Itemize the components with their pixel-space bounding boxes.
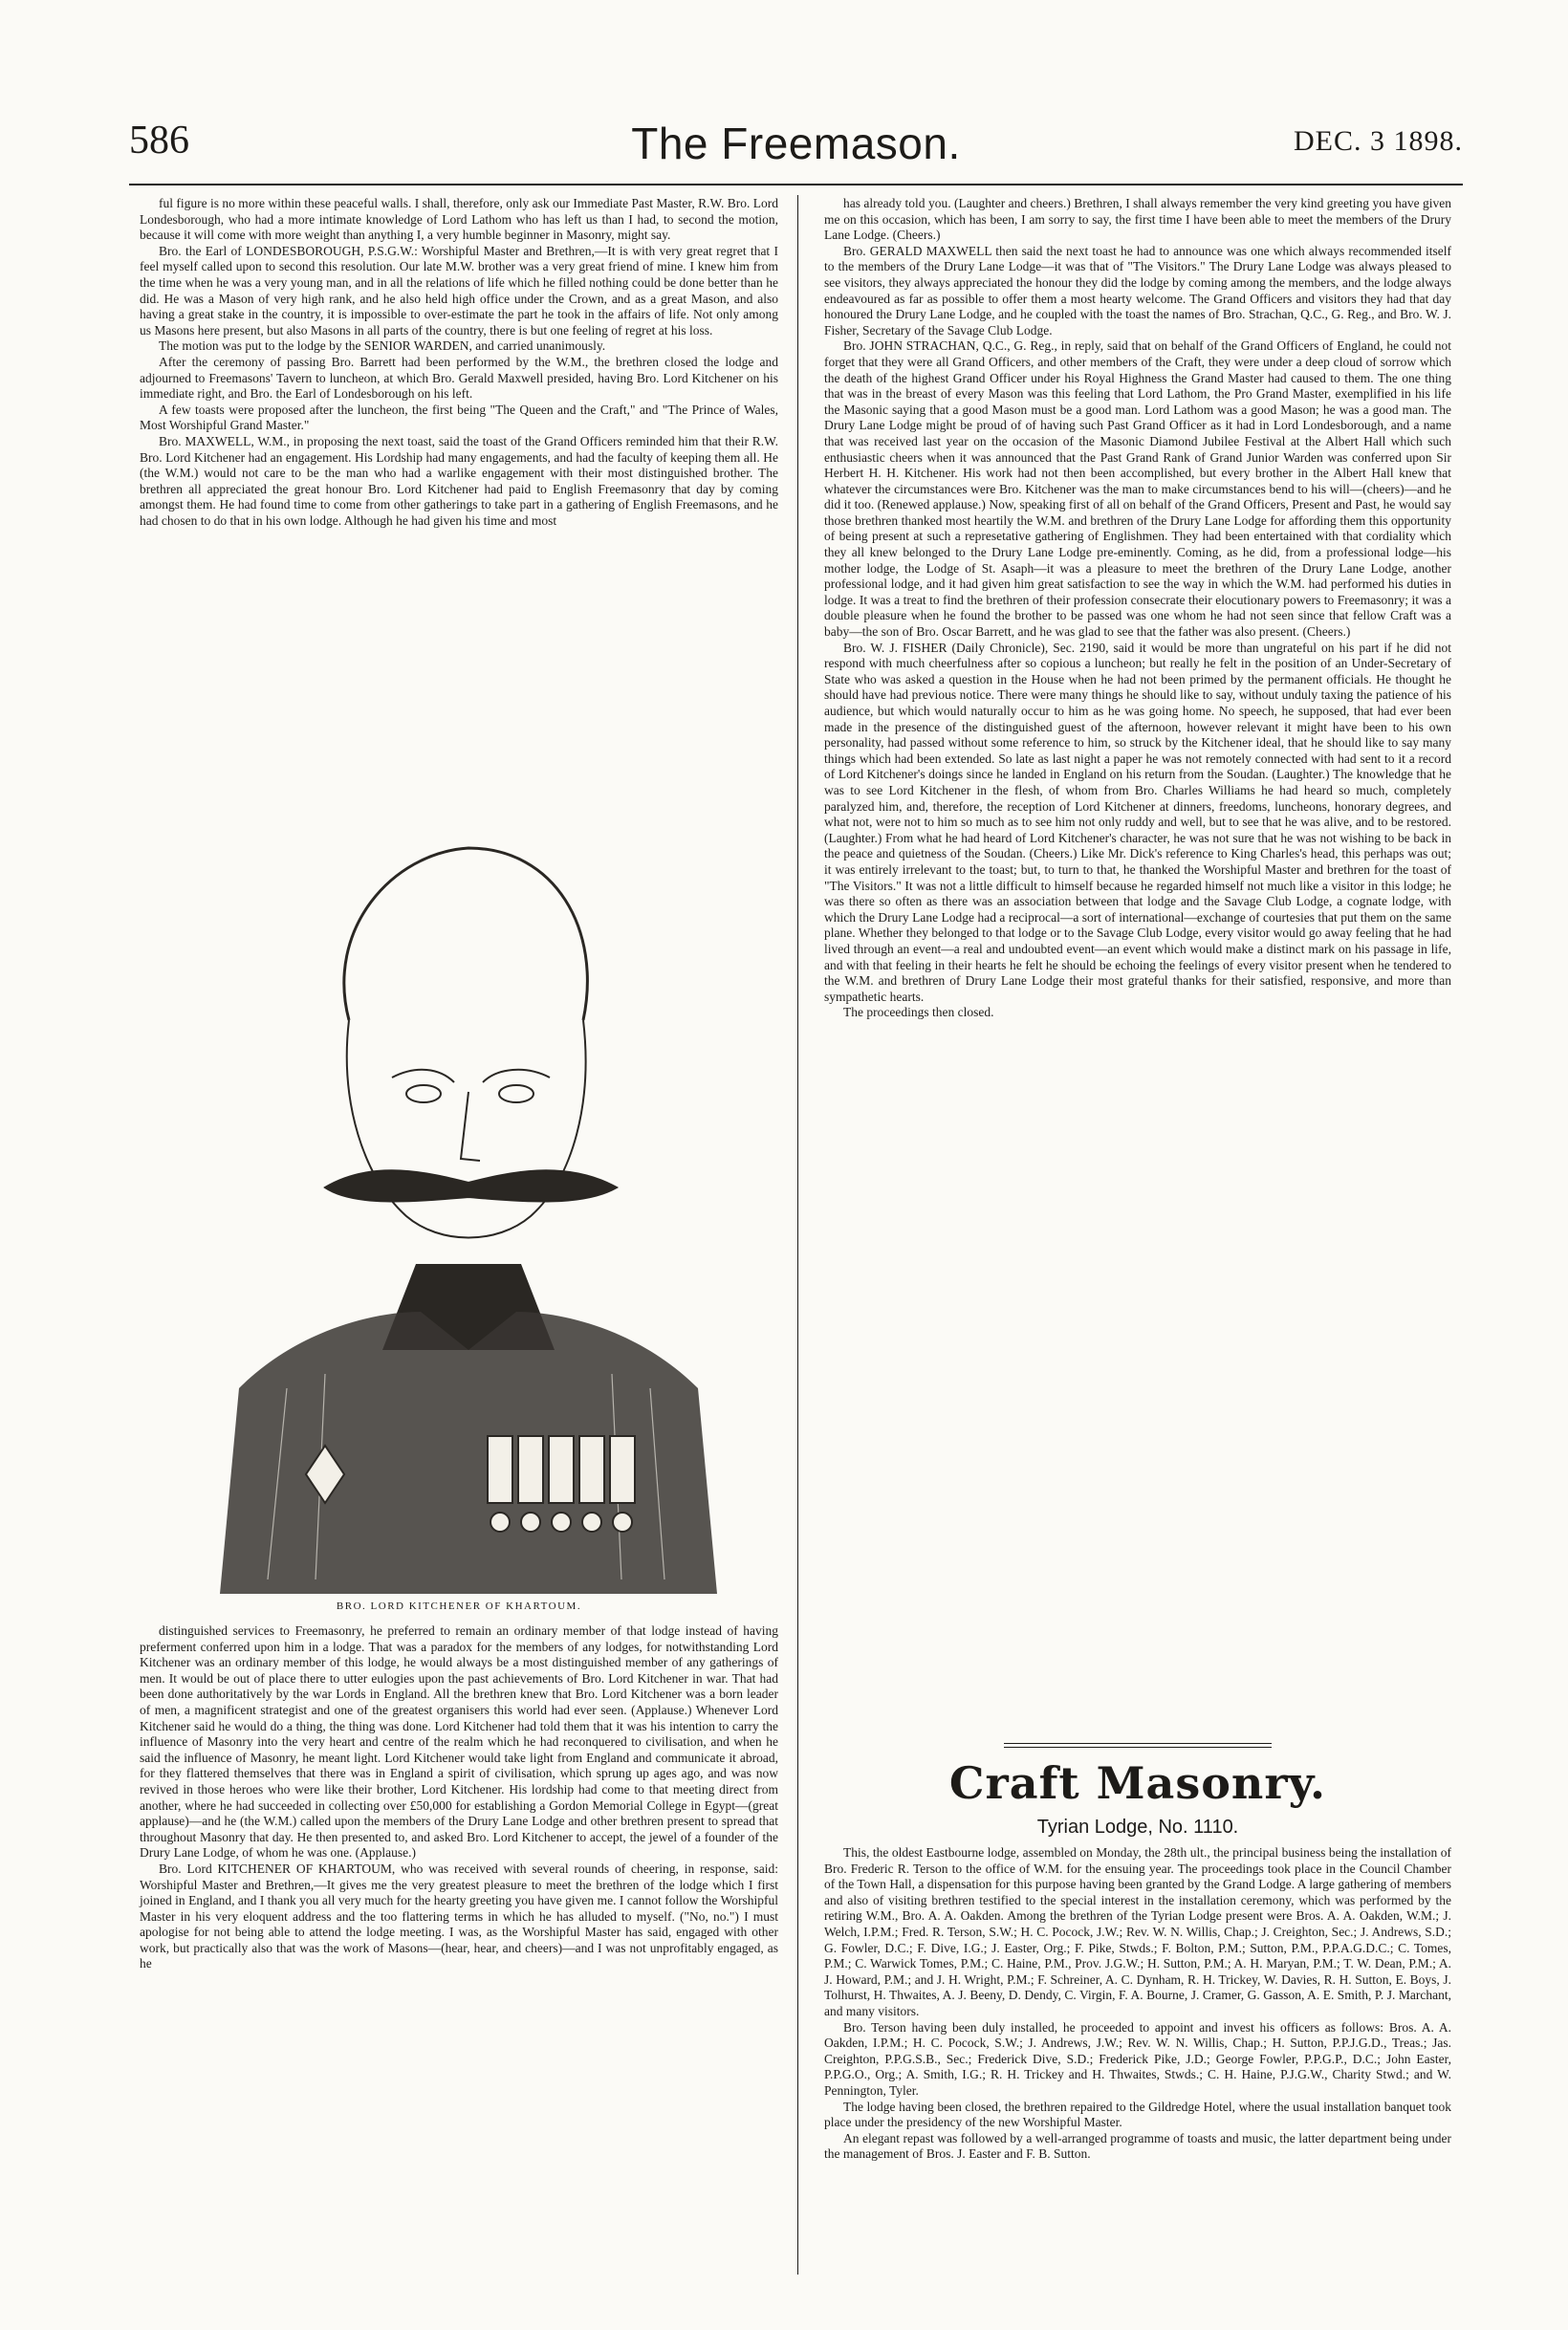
paragraph: Bro. Terson having been duly installed, he proceeded to appoint and invest his officers as follows: Bros. A. A. Oakden, I.P.M.; H. C. Pocock, S.W.; J. Andrews, J.W.; Rev. W. N. Willis, Chap.; H. Sutton, P.P.J.G.D., Treas.; Jas. Creighton, P.P.G.S.B., Sec.; Frederick Dive, S.D.; Frederick Pike, J.D.; George Fowler, P.P.G.P., D.C.; John Easter, P.P.G.O., Org.; A. Smith, I.G.; R. H. Trickey and H. Thwaites, Stwds.; C. H. Haine, P.J.G.W., Charity Stwd.; and W. Pennington, Tyler.: [824, 2019, 1451, 2098]
paragraph: distinguished services to Freemasonry, he preferred to remain an ordinary member of that lodge instead of having preferment conferred upon him in a lodge. That was a paradox for the members of any lodges, for notwithstanding Lord Kitchener was an ordinary member of this lodge, he would always be a most distinguished member of any gatherings of men. It would be out of place there to utter eulogies upon the past achievements of Bro. Lord Kitchener in war. That had been done authoritatively by the war Lords in England. All the brethren knew that Bro. Lord Kitchener was a born leader of men, a magnificent strategist and one of the greatest organisers this world had ever seen. (Applause.) Whenever Lord Kitchener said he would do a thing, the thing was done. Lord Kitchener had told them that it was his intention to carry the influence of Masonry into the very heart and centre of the realm which he had reconquered to civilisation, and when he said the influence of Masonry, he meant light. Lord Kitchener would take light from England and communicate it abroad, for they flattered themselves that there was in England a spirit of civilisation, which sprung up ages ago, and was now revived in those heroes who were like their brother, Lord Kitchener. His lordship had come to that meeting direct from another, where he had succeeded in collecting over £50,000 for establishing a Gordon Memorial College in Egypt—(great applause)—and he (the W.M.) called upon the members of the Drury Lane Lodge and other brethren present to spread that throughout Masonry that day. He then presented to, and asked Bro. Lord Kitchener to accept, the jewel of a founder of the Drury Lane Lodge, of whom he was one. (Applause.): [140, 1623, 778, 1861]
paragraph: Bro. the Earl of LONDESBOROUGH, P.S.G.W.: Worshipful Master and Brethren,—It is with very great regret that I feel myself called upon to second this resolution. Our late M.W. brother was a very great friend of mine. I knew him from the time when he was a very young man, and in all the relations of life which he filled nothing could be done better than he did. He was a Mason of very high rank, and he also held high office under the Crown, and as a great Mason, and also having a great stake in the country, it is impossible to over-estimate the part he took in the affairs of life. Not only among us Masons here present, but also Masons in all parts of the country, there is but one feeling of regret at his loss.: [140, 243, 778, 338]
paragraph: An elegant repast was followed by a well-arranged programme of toasts and music, the latter department being under the management of Bros. J. Easter and F. B. Sutton.: [824, 2130, 1451, 2162]
newspaper-title: The Freemason.: [631, 119, 961, 168]
paragraph: has already told you. (Laughter and cheers.) Brethren, I shall always remember the very kind greeting you have given me on this occasion, which has been, I am sorry to say, the first time I have been able to meet the members of the Drury Lane Lodge. (Cheers.): [824, 196, 1451, 243]
right-column-top: [824, 196, 1451, 1021]
portrait-caption: BRO. LORD KITCHENER OF KHARTOUM.: [336, 1601, 582, 1612]
paragraph: Bro. Lord KITCHENER OF KHARTOUM, who was received with several rounds of cheering, in response, said: Worshipful Master and Brethren,—It gives me the very greatest pleasure to meet the brethren of the lodge which I first joined in England, and I thank you all very much for the hearty greeting you have given me. I cannot follow the Worshipful Master in his very eloquent address and the too flattering terms in which he has alluded to myself. ("No, no.") I must apologise for not being able to attend the lodge meeting. I was, as the Worshipful Master has said, engaged with other work, but practically also that was the work of Masons—(hear, hear, and cheers)—and I was not unprofitably engaged, as he: [140, 1861, 778, 1971]
paragraph: The motion was put to the lodge by the SENIOR WARDEN, and carried unanimously.: [159, 338, 606, 354]
page-number: 586: [129, 119, 189, 163]
paragraph: Bro. MAXWELL, W.M., in proposing the next toast, said the toast of the Grand Officers reminded him that their R.W. Bro. Lord Kitchener had an engagement. His Lordship had many engagements, and had the faculty of keeping them all. He (the W.M.) would not care to be the man who had a warlike engagement with their most distinguished brother. The brethren all appreciated the great honour Bro. Lord Kitchener had paid to English Freemasonry that day by coming amongst them. He had found time to come from other gatherings to take part in a gathering of English Freemasons, and he had chosen to do that in his own lodge. Although he had given his time and most: [140, 433, 778, 528]
left-column-bottom: [140, 1623, 778, 1972]
masthead: [129, 118, 1463, 175]
paragraph: ful figure is no more within these peaceful walls. I shall, therefore, only ask our Immediate Past Master, R.W. Bro. Lord Londesborough, who had a more intimate knowledge of Lord Lathom who has left us than I had, to second the motion, because it will come with more weight than anything I, a very humble beginner in Masonry, might say.: [140, 196, 778, 243]
paragraph: Bro. W. J. FISHER (Daily Chronicle), Sec. 2190, said it would be more than ungrateful on his part if he did not respond with much cheerfulness after so copious a luncheon; but really he felt in the position of an Under-Secretary of State who was asked a question in the House when he had not been primed by the permanent officials. He thought he should have had previous notice. There were many things he should like to say, without unduly taxing the patience of his audience, but which would naturally occur to him as he was going home. No speech, he supposed, that had ever been made in the presence of the distinguished guest of the afternoon, however relevant it might have been to his own personality, had passed without some reference to him, so struck by the Kitchener ideal, that he should like to say many things which had been extended. So late as last night a paper he was not remotely connected with had sent to it a record of Lord Kitchener's doings since he landed in England on his return from the Soudan. (Laughter.) The knowledge that he was to see Lord Kitchener in the flesh, of whom from Bro. Charles Williams he had heard so much, completely paralyzed him, and, therefore, the reception of Lord Kitchener at dinners, freedoms, luncheons, honorary degrees, and what not, were not to him so much as to see him not only ruddy and well, but to see that he was alive, and to be restored. (Laughter.) From what he had heard of Lord Kitchener's character, he was not sure that he was not wishing to be back in the peace and quietness of the Soudan. (Cheers.) Like Mr. Dick's reference to King Charles's head, this perhaps was out; it was entirely irrelevant to the toast; but, to turn to that, he thanked the Worshipful Master and brethren for the toast of "The Visitors." It was not a little difficult to himself because he regarded himself not much like a visitor in this lodge; he was there so often as there was an association between that lodge and the Savage Club Lodge, a cognate lodge, with which the Drury Lane Lodge had a reciprocal—a sort of international—exchange of courtesies that put them on the same plane. Whether they belonged to that lodge or to the Savage Club Lodge, every visitor would go away feeling that he had lived through an event—a real and undoubted event—an event which would make a distinct mark on his passage in life, and with that feeling in their hearts he felt he should be echoing the feelings of every visitor present when he tendered to the W.M. and brethren of Drury Lane Lodge their most grateful thanks for their satisfied, responsive, and more than sympathetic hearts.: [824, 640, 1451, 1004]
kitchener-portrait-illustration: [182, 815, 741, 1594]
paragraph: The lodge having been closed, the brethren repaired to the Gildredge Hotel, where the usual installation banquet took place under the presidency of the new Worshipful Master.: [824, 2099, 1451, 2130]
paragraph: Bro. JOHN STRACHAN, Q.C., G. Reg., in reply, said that on behalf of the Grand Officers of England, he could not forget that they were all Grand Officers, and other members of the Craft, they were under a deep cloud of sorrow which the death of the highest Grand Officer under his Royal Highness the Grand Master had caused to them. The one thing that was in the breast of every Mason was this feeling that Lord Lathom, the Pro Grand Master, exemplified in his life the Masonic saying that a good Mason must be a good man. Lord Lathom was a good Mason; he was a good man. The Drury Lane Lodge might be proud of of having such Past Grand Officer as it had in Lord Londesborough, and a name that was received last year on the occasion of the Masonic Diamond Jubilee Festival at the Albert Hall which such enthusiastic cheers when it was announced that the Past Grand Rank of Grand Junior Warden was conferred upon Sir Herbert H. H. Kitchener. His work had not then been accomplished, but every brother in the Albert Hall knew that whatever the circumstances were Bro. Kitchener was the man to make circumstances bend to his will—(cheers)—and he did it too. (Renewed applause.) Now, speaking first of all on behalf of the Grand Officers, Present and Past, he would say those brethren thanked most heartily the W.M. and brethren of the Drury Lane Lodge for affording them this opportunity of being present at such a represetative gathering of Englishmen. They had been entertained with that cordiality which they all knew belonged to the Drury Lane Lodge pre-eminently. Coming, as he did, from a professional lodge—his mother lodge, the Lodge of St. Asaph—it was a pleasure to meet the brethren of the Drury Lane Lodge, another professional lodge, and it had given him great satisfaction to see the way in which the W.M. had performed his duties in lodge. It was a treat to find the brethren of their profession consecrate their elocutionary powers to Freemasonry; it was a double pleasure when he found the brother to be passed was one whom he had not seen since that fellow Craft was a baby—the son of Bro. Oscar Barrett, and he was glad to see that the father was also present. (Cheers.): [824, 338, 1451, 640]
section-heading: Craft Masonry.: [948, 1757, 1327, 1809]
paragraph: After the ceremony of passing Bro. Barrett had been performed by the W.M., the brethren closed the lodge and adjourned to Freemasons' Tavern to luncheon, at which Bro. Gerald Maxwell presided, having Bro. Lord Kitchener on his immediate right, and Bro. the Earl of Londesborough on his left.: [140, 354, 778, 402]
left-column-top: [140, 196, 778, 529]
section-divider: [1004, 1743, 1272, 1753]
paragraph: The proceedings then closed.: [843, 1005, 994, 1020]
paragraph: This, the oldest Eastbourne lodge, assembled on Monday, the 28th ult., the principal business being the installation of Bro. Frederic R. Terson to the office of W.M. for the ensuing year. The proceedings took place in the Council Chamber of the Town Hall, a dispensation for this purpose having been granted by the Grand Lodge. A large gathering of members and also of visiting brethren testified to the special interest in the installation ceremony, which was performed by the retiring W.M., Bro. A. A. Oakden. Among the brethren of the Tyrian Lodge present were Bros. A. A. Oakden, W.M.; J. Welch, I.P.M.; Fred. R. Terson, S.W.; H. C. Pocock, J.W.; Rev. W. N. Willis, Chap.; J. Creighton, Sec.; J. Andrews, S.D.; G. Fowler, D.C.; F. Dive, I.G.; J. Easter, Org.; F. Pike, Stwds.; F. Bolton, P.M.; Sutton, P.M., P.P.A.G.D.C.; C. Tomes, P.M.; C. Warwick Tomes, P.M.; C. Haine, P.M., Prov. J.G.W.; H. Sutton, P.M.; A. H. Maryan, P.M.; T. W. Dean, P.M.; A. J. Howard, P.M.; and J. H. Wright, P.M.; F. Schreiner, A. C. Dynham, R. H. Trickey, W. Davies, R. H. Sutton, E. Boys, J. Tolhurst, H. Thwaites, A. J. Beeny, D. Dendy, C. Virgin, F. A. Bourne, J. Cramer, G. Gasson, A. E. Smith, P. J. Marchant, and many visitors.: [824, 1845, 1451, 2018]
paragraph: A few toasts were proposed after the luncheon, the first being "The Queen and the Craft," and "The Prince of Wales, Most Worshipful Grand Master.": [140, 402, 778, 433]
issue-date: DEC. 3 1898.: [1294, 125, 1463, 157]
right-column-bottom: [824, 1845, 1451, 2163]
column-divider: [797, 195, 798, 2275]
masthead-rule: [129, 184, 1463, 185]
paragraph: Bro. GERALD MAXWELL then said the next toast he had to announce was one which always recommended itself to the members of the Drury Lane Lodge—it was that of "The Visitors." The Drury Lane Lodge was always pleased to see visitors, they always appreciated the honour they did the lodge by coming among the members, and the lodge always endeavoured as far as possible to offer them a most hearty welcome. The Grand Officers and visitors they had that day honoured the Drury Lane Lodge, and he coupled with the toast the names of Bro. Strachan, Q.C., G. Reg., and Bro. W. J. Fisher, Secretary of the Savage Club Lodge.: [824, 243, 1451, 338]
lodge-heading: Tyrian Lodge, No. 1110.: [1036, 1817, 1239, 1838]
